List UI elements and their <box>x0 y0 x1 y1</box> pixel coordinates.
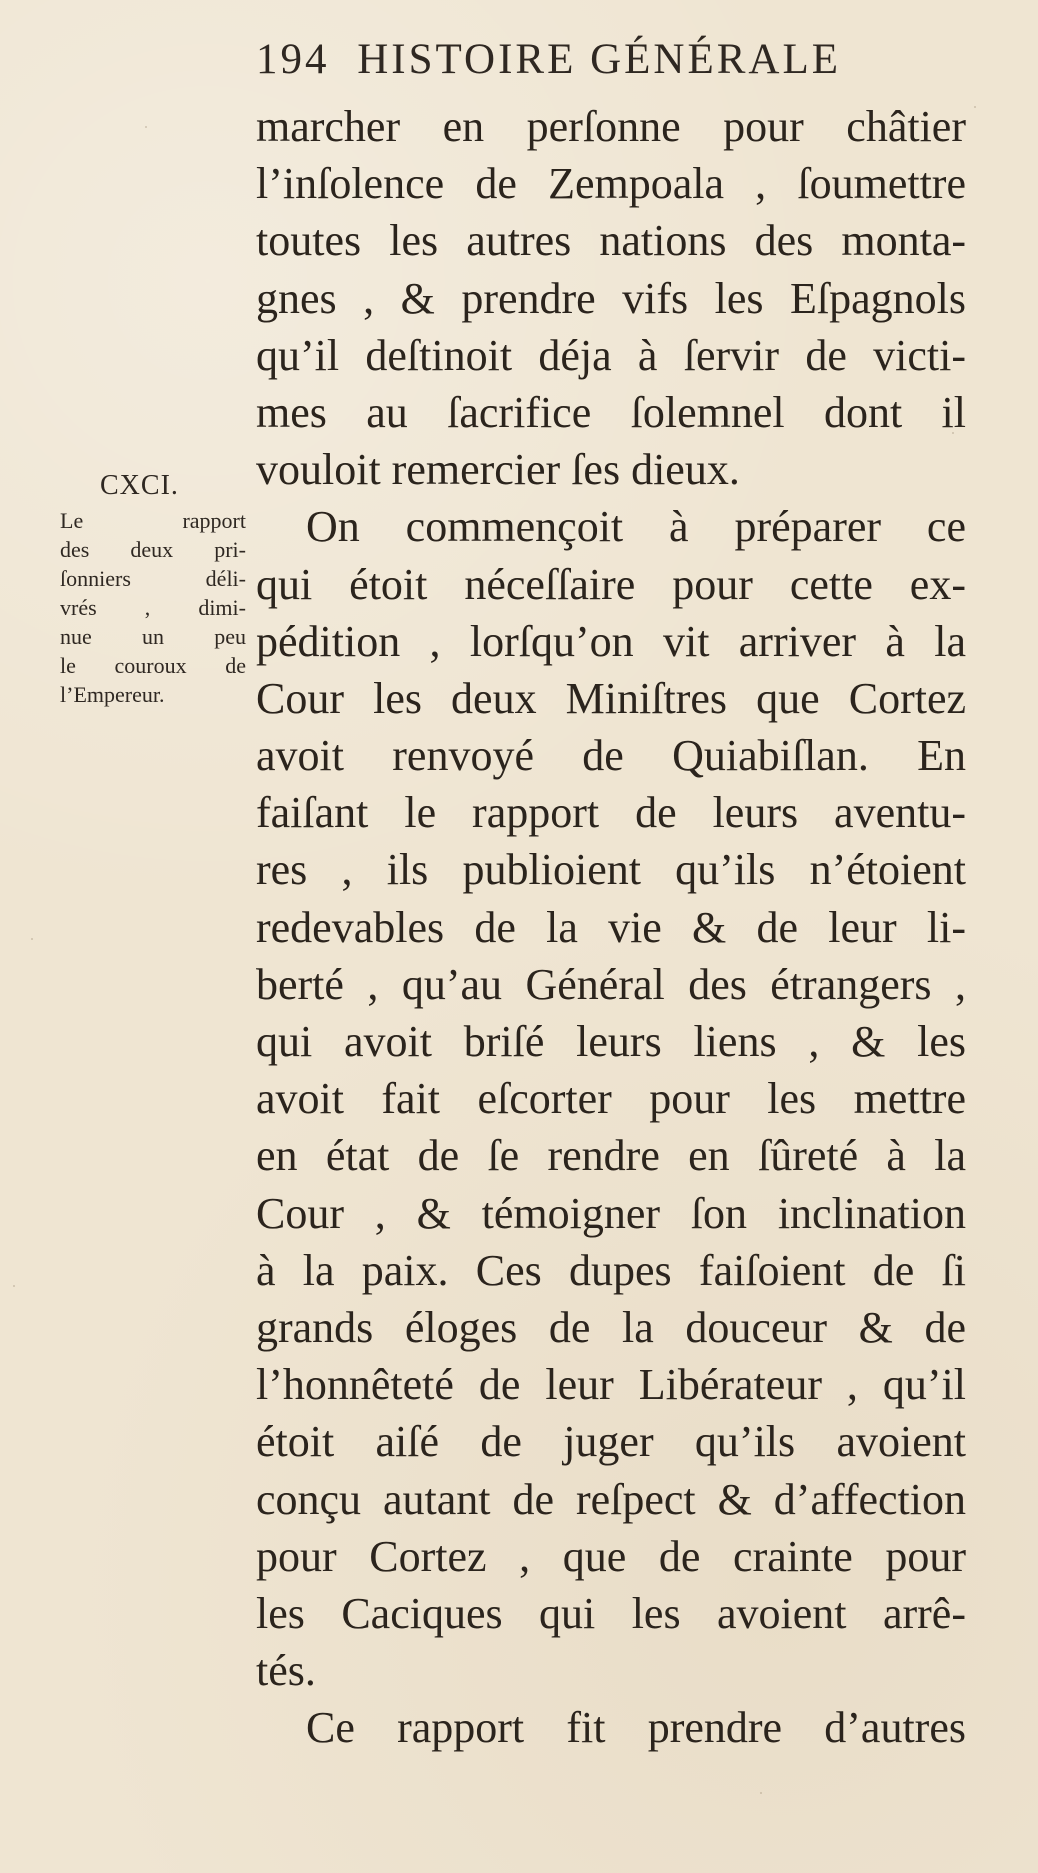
text-line: pédition , lorſqu’on vit arriver à la <box>256 616 966 666</box>
text-line: grands éloges de la douceur & de <box>256 1302 966 1352</box>
paper-speck <box>145 126 147 128</box>
margin-note-line: nue un peu <box>60 624 246 649</box>
text-line: l’honnêteté de leur Libérateur , qu’il <box>256 1360 966 1410</box>
text-line: à la paix. Ces dupes faiſoient de ſi <box>256 1245 966 1295</box>
text-line: l’inſolence de Zempoala , ſoumettre <box>256 159 966 209</box>
paper-speck <box>974 106 976 108</box>
text-line: avoit fait eſcorter pour les mettre <box>256 1074 966 1124</box>
page-header <box>256 34 906 86</box>
text-line: étoit aiſé de juger qu’ils avoient <box>256 1417 966 1467</box>
running-title: HISTOIRE GÉNÉRALE <box>357 36 842 83</box>
margin-note-line: des deux pri- <box>60 537 246 562</box>
text-line: gnes , & prendre vifs les Eſpagnols <box>256 273 966 323</box>
text-line: res , ils publioient qu’ils n’étoient <box>256 845 966 895</box>
text-line: qui avoit briſé leurs liens , & les <box>256 1017 966 1066</box>
margin-note-line: ſonniers déli- <box>60 566 246 591</box>
margin-section-number: CXCI. <box>100 470 179 501</box>
margin-note <box>60 466 246 709</box>
text-line: Ce rapport fit prendre d’autres <box>306 1703 966 1753</box>
paper-speck <box>952 432 954 434</box>
paper-speck <box>31 938 33 940</box>
text-line: les Caciques qui les avoient arrê- <box>256 1588 966 1638</box>
text-line: faiſant le rapport de leurs aventu- <box>256 788 966 838</box>
text-line: qui étoit néceſſaire pour cette ex- <box>256 559 966 609</box>
margin-note-line: Le rapport <box>60 508 246 533</box>
text-line: en état de ſe rendre en ſûreté à la <box>256 1131 966 1181</box>
text-line: toutes les autres nations des monta- <box>256 216 966 266</box>
text-line: vouloit remercier ſes dieux. <box>256 445 740 495</box>
text-line: On commençoit à préparer ce <box>306 502 966 552</box>
text-line: marcher en perſonne pour châtier <box>256 102 966 151</box>
text-line: Cour , & témoigner ſon inclination <box>256 1188 966 1238</box>
text-line: berté , qu’au Général des étrangers , <box>256 959 966 1009</box>
text-line: conçu autant de reſpect & d’affection <box>256 1474 966 1524</box>
margin-note-line: le couroux de <box>60 653 246 678</box>
text-line: Cour les deux Miniſtres que Cortez <box>256 673 966 723</box>
paper-speck <box>760 1792 762 1794</box>
main-text <box>256 98 966 1756</box>
text-line: pour Cortez , que de crainte pour <box>256 1531 966 1581</box>
page-number: 194 <box>256 36 330 83</box>
margin-note-line: vrés , dimi- <box>60 595 246 620</box>
paper-speck <box>13 1285 15 1287</box>
text-line: redevables de la vie & de leur li- <box>256 902 966 952</box>
text-line: avoit renvoyé de Quiabiſlan. En <box>256 731 966 781</box>
margin-note-line: l’Empereur. <box>60 682 165 707</box>
text-line: qu’il deſtinoit déja à ſervir de victi- <box>256 330 966 380</box>
text-line: mes au ſacrifice ſolemnel dont il <box>256 387 966 437</box>
text-line: tés. <box>256 1646 316 1696</box>
